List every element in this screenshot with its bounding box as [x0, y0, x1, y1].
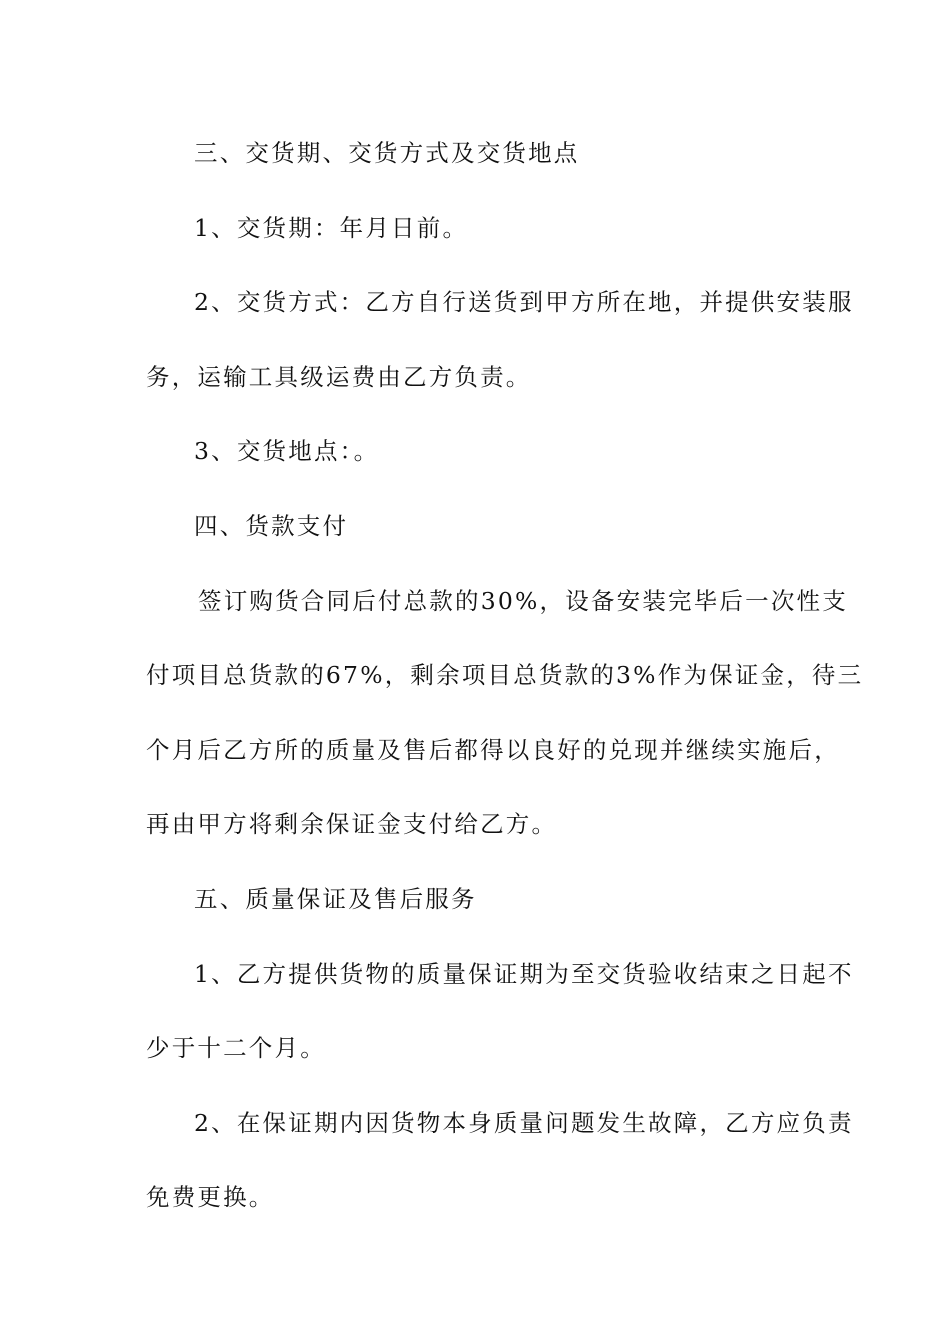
section-heading-warranty: 五、质量保证及售后服务 [194, 884, 477, 913]
paragraph-payment: 签订购货合同后付总款的30%，设备安装完毕后一次性支 [198, 586, 848, 615]
paragraph-delivery-method-cont: 务，运输工具级运费由乙方负责。 [146, 362, 532, 391]
paragraph-payment-cont-3: 再由甲方将剩余保证金支付给乙方。 [146, 810, 558, 839]
paragraph-delivery-location: 3、交货地点：。 [194, 437, 380, 466]
paragraph-payment-cont-2: 个月后乙方所的质量及售后都得以良好的兑现并继续实施后， [146, 735, 840, 764]
section-heading-delivery: 三、交货期、交货方式及交货地点 [194, 139, 580, 167]
section-heading-payment: 四、货款支付 [194, 511, 349, 540]
paragraph-warranty-period: 1、乙方提供货物的质量保证期为至交货验收结束之日起不 [194, 959, 854, 988]
paragraph-warranty-period-cont: 少于十二个月。 [146, 1034, 326, 1063]
paragraph-payment-cont-1: 付项目总货款的67%，剩余项目总货款的3%作为保证金，待三 [146, 661, 864, 690]
paragraph-delivery-method: 2、交货方式：乙方自行送货到甲方所在地，并提供安装服 [194, 288, 854, 317]
paragraph-delivery-date: 1、交货期：年月日前。 [194, 213, 469, 242]
document-body [146, 128, 864, 1247]
paragraph-warranty-replacement-cont: 免费更换。 [146, 1183, 275, 1212]
paragraph-warranty-replacement: 2、在保证期内因货物本身质量问题发生故障，乙方应负责 [194, 1108, 854, 1137]
